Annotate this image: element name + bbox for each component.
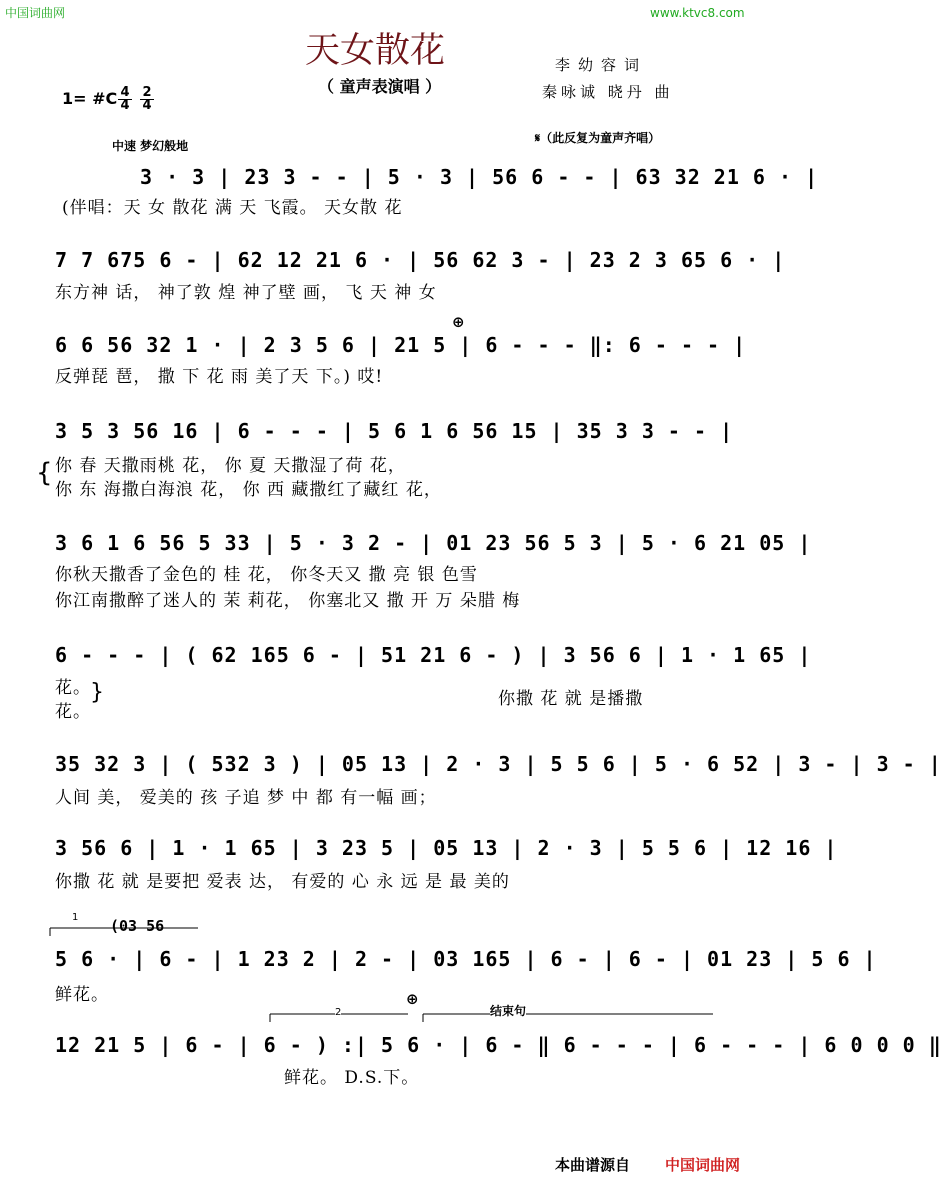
tempo-marking: 中速 梦幻般地 bbox=[112, 139, 189, 153]
watermark-left: 中国词曲网 bbox=[5, 6, 66, 20]
score-row-10-notes: 12 21 5 | 6 - | 6 - ) :| 5 6 · | 6 - ‖ 6 - - - | 6 - - - | 6 0 0 0 ‖ bbox=[55, 1033, 942, 1057]
footer-site: 中国词曲网 bbox=[665, 1156, 741, 1174]
score-row-6-lyrics-3: 你撒 花 就 是播撒 bbox=[498, 689, 644, 709]
score-row-6-notes: 6 - - - | ( 62 165 6 - | 51 21 6 - ) | 3 56 6 | 1 · 1 65 | bbox=[55, 643, 812, 667]
lyricist-credit: 李幼容词 bbox=[555, 56, 648, 74]
score-row-5-notes: 3 6 1 6 56 5 33 | 5 · 3 2 - | 01 23 56 5 3 | 5 · 6 21 05 | bbox=[55, 531, 812, 555]
song-subtitle: （ 童声表演唱 ） bbox=[318, 77, 442, 96]
score-row-4-lyrics-2: 你 东 海撒白海浪 花， 你 西 藏撒红了藏红 花， bbox=[55, 480, 442, 500]
song-title: 天女散花 bbox=[305, 31, 446, 71]
score-row-4-lyrics-1: 你 春 天撒雨桃 花， 你 夏 天撒湿了荷 花， bbox=[55, 456, 406, 476]
score-row-3-lyrics: 反弹琵 琶， 撒 下 花 雨 美了天 下。) 哎! bbox=[55, 367, 384, 387]
verse-brace: { bbox=[36, 458, 53, 488]
score-row-3-notes: 6 6 56 32 1 · | 2 3 5 6 | 21 5 | 6 - - - ‖: 6 - - - | bbox=[55, 333, 747, 357]
score-row-9-lyrics: 鲜花。 bbox=[55, 985, 109, 1005]
footer-text: 本曲谱源自 bbox=[555, 1156, 631, 1174]
score-row-1-notes: 3 · 3 | 23 3 - - | 5 · 3 | 56 6 - - | 63 32 21 6 · | bbox=[140, 165, 819, 189]
score-row-5-lyrics-1: 你秋天撒香了金色的 桂 花， 你冬天又 撒 亮 银 色雪 bbox=[55, 565, 478, 585]
score-row-2-lyrics: 东方神 话， 神了敦 煌 神了壁 画， 飞 天 神 女 bbox=[55, 283, 437, 303]
score-row-9-notes: 5 6 · | 6 - | 1 23 2 | 2 - | 03 165 | 6 - | 6 - | 01 23 | 5 6 | bbox=[55, 947, 877, 971]
score-row-8-notes: 3 56 6 | 1 · 1 65 | 3 23 5 | 05 13 | 2 · 3 | 5 5 6 | 12 16 | bbox=[55, 836, 838, 860]
coda-sign-1: ⊕ bbox=[452, 313, 465, 331]
time-signature-1: $\frac{4}{4}$ bbox=[118, 87, 132, 112]
composer-credit: 秦咏诚 晓丹 曲 bbox=[542, 83, 674, 101]
score-row-5-lyrics-2: 你江南撒醉了迷人的 茉 莉花， 你塞北又 撒 开 万 朵腊 梅 bbox=[55, 591, 521, 611]
score-row-6-lyrics-2: 花。 bbox=[55, 702, 91, 722]
score-row-10-lyrics: 鲜花。 D.S.下。 bbox=[284, 1068, 420, 1088]
score-row-6-lyrics-1: 花。 bbox=[55, 678, 91, 698]
volta-1-label: 1 bbox=[72, 912, 79, 923]
score-row-2-notes: 7 7 675 6 - | 62 12 21 6 · | 56 62 3 - | 23 2 3 65 6 · | bbox=[55, 248, 786, 272]
repeat-note: 𝄋（此反复为童声齐唱） bbox=[535, 131, 661, 145]
coda-sign-2: ⊕ bbox=[406, 990, 419, 1008]
verse-brace-close: } bbox=[90, 680, 104, 705]
score-row-7-lyrics: 人间 美， 爱美的 孩 子追 梦 中 都 有一幅 画； bbox=[55, 788, 437, 808]
watermark-right: www.ktvc8.com bbox=[650, 6, 745, 20]
volta-2-label: 2 bbox=[335, 1007, 342, 1018]
score-row-4-notes: 3 5 3 56 16 | 6 - - - | 5 6 1 6 56 15 | 35 3 3 - - | bbox=[55, 419, 734, 443]
score-row-8-lyrics: 你撒 花 就 是要把 爱表 达， 有爱的 心 永 远 是 最 美的 bbox=[55, 872, 510, 892]
time-signature-2: $\frac{2}{4}$ bbox=[140, 87, 154, 112]
ending-label: 结束句 bbox=[490, 1004, 527, 1018]
score-row-1-lyrics: (伴唱：天 女 散花 满 天 飞霞。 天女散 花 bbox=[62, 198, 403, 218]
bracket-notes: (03 56 bbox=[110, 917, 165, 935]
score-row-7-notes: 35 32 3 | ( 532 3 ) | 05 13 | 2 · 3 | 5 5 6 | 5 · 6 52 | 3 - | 3 - | bbox=[55, 752, 942, 776]
key-signature: 1= #C bbox=[62, 89, 118, 108]
